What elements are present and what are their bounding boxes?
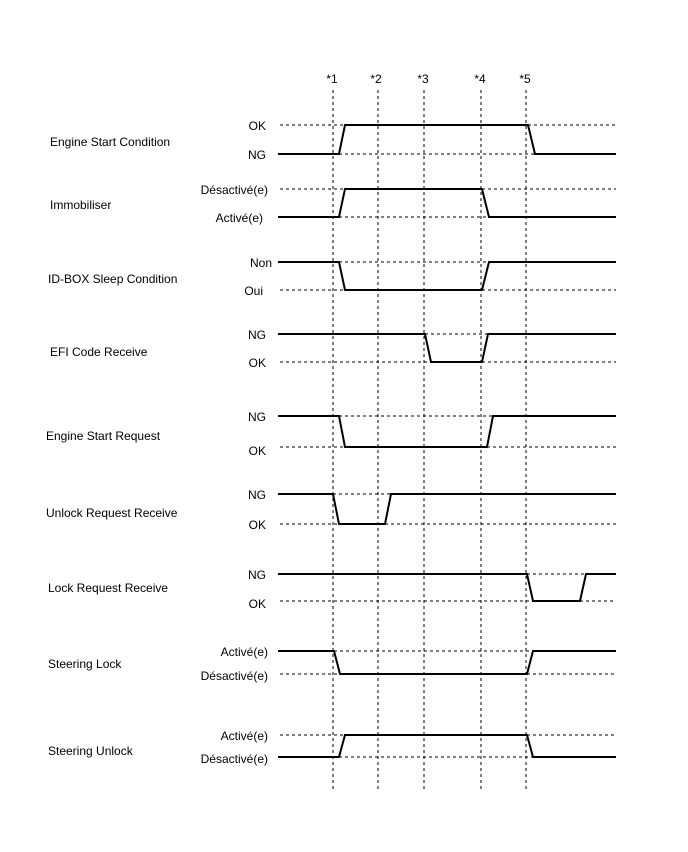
signal-engine-start-request [46,410,616,458]
signal-name: Lock Request Receive [48,581,169,595]
signal-id-box-sleep-condition [48,256,616,298]
signal-steering-lock [48,645,616,683]
marker-label-4: *4 [474,72,486,86]
high-state-label: Activé(e) [220,645,268,659]
high-state-label: OK [248,119,266,133]
signal-waveform [278,416,616,447]
marker-label-2: *2 [370,72,382,86]
low-state-label: OK [248,356,266,370]
signal-name: Engine Start Condition [50,135,171,149]
marker-label-1: *1 [326,72,338,86]
marker-label-5: *5 [519,72,531,86]
signal-waveform [278,189,616,217]
signal-name: Immobiliser [50,198,112,212]
marker-label-3: *3 [417,72,429,86]
high-state-label: NG [248,568,266,582]
signal-steering-unlock [48,729,616,766]
low-state-label: OK [248,444,266,458]
signal-waveform [278,494,616,524]
low-state-label: OK [248,518,266,532]
low-state-label: Désactivé(e) [200,669,268,683]
signal-name: Steering Unlock [48,744,133,758]
signal-name: ID-BOX Sleep Condition [48,272,178,286]
high-state-label: NG [248,488,266,502]
low-state-label: Activé(e) [215,211,263,225]
signal-name: Unlock Request Receive [46,506,178,520]
signal-waveform [278,125,616,154]
signal-name: EFI Code Receive [50,345,148,359]
signal-lock-request-receive [48,568,616,611]
signal-waveform [278,651,616,674]
low-state-label: OK [248,597,266,611]
high-state-label: Non [249,256,272,270]
high-state-label: Désactivé(e) [200,183,268,197]
signal-waveform [278,574,616,601]
high-state-label: Activé(e) [220,729,268,743]
signal-name: Steering Lock [48,657,122,671]
high-state-label: NG [248,410,266,424]
signal-name: Engine Start Request [46,429,161,443]
high-state-label: NG [248,328,266,342]
signal-waveform [278,735,616,757]
signal-waveform [278,262,616,290]
low-state-label: Oui [244,284,263,298]
signal-unlock-request-receive [46,488,616,532]
signal-waveform [278,334,616,362]
low-state-label: Désactivé(e) [200,752,268,766]
low-state-label: NG [248,148,266,162]
